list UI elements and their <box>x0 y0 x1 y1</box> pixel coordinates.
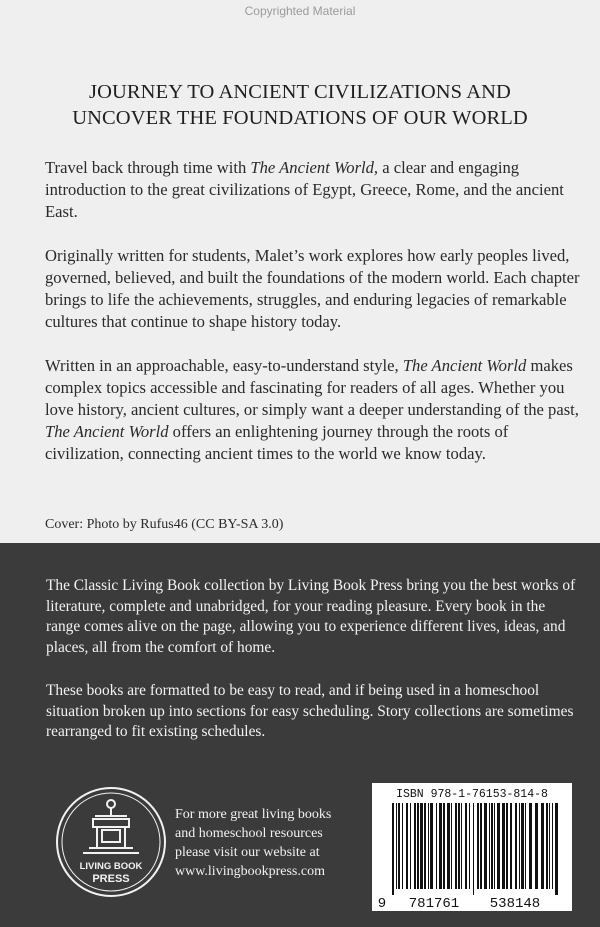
barcode-bar <box>410 803 411 889</box>
barcode-digits-group-1: 781761 <box>408 896 460 911</box>
barcode-bar <box>549 803 550 889</box>
barcode-bar <box>436 803 437 889</box>
barcode-bar <box>506 803 508 889</box>
barcode-bar <box>402 803 403 889</box>
barcode-bar <box>458 803 460 889</box>
barcode-bar <box>510 803 512 889</box>
barcode-bar <box>465 803 467 889</box>
logo-text-line-2: PRESS <box>92 873 130 885</box>
para3-text-end: offers an enlightening journey through the roots of civilization, connecting ancient times to the world we know today. <box>45 422 509 463</box>
copyright-watermark: Copyrighted Material <box>244 4 356 18</box>
barcode-bar <box>525 803 526 889</box>
para3-text-start: Written in an approachable, easy-to-understand style, <box>45 356 403 375</box>
barcode-bar <box>455 803 457 889</box>
barcode-bar <box>491 803 493 889</box>
barcode-bar <box>535 803 538 889</box>
barcode-bar <box>461 803 462 889</box>
description-paragraph-1 <box>45 157 585 223</box>
barcode-bar <box>392 803 394 895</box>
headline <box>0 79 600 131</box>
isbn-label: ISBN 978-1-76153-814-8 <box>396 788 548 801</box>
website-url: www.livingbookpress.com <box>175 864 325 879</box>
more-info-line-3: please visit our website at <box>175 845 320 860</box>
logo-text-line-1: LIVING BOOK <box>79 861 143 872</box>
barcode-bar <box>406 803 408 889</box>
book-title: The Ancient World <box>45 422 169 441</box>
barcode-bar <box>424 803 426 889</box>
headline-line-1: JOURNEY TO ANCIENT CIVILIZATIONS AND <box>89 81 511 103</box>
barcode-bar <box>398 803 400 889</box>
barcode-bar <box>451 803 452 889</box>
isbn-barcode-block <box>372 783 572 911</box>
book-title: The Ancient World, <box>250 158 379 177</box>
barcode-bar <box>521 803 524 889</box>
barcode-bar <box>497 803 500 889</box>
para3-text-middle: makes complex topics accessible and fascinating for readers of all ages. Whether you love history, ancient cultures, or simply want a deeper understanding of the past, <box>45 356 579 419</box>
barcode-bar <box>430 803 433 889</box>
barcode-bar <box>420 803 423 889</box>
barcode-bar <box>469 803 470 889</box>
barcode-graphic <box>372 783 572 911</box>
description-paragraph-2: Originally written for students, Malet’s work explores how early peoples lived, governed, believed, and built the foundations of the modern world. Each chapter brings to life the achievements, struggles, and enduring legacies of remarkable cultures that continue to shape history today. <box>45 246 580 331</box>
more-info <box>175 805 375 881</box>
barcode-digit-first: 9 <box>377 896 387 911</box>
barcode-bar <box>473 803 474 895</box>
publisher-blurb-1: The Classic Living Book collection by Living Book Press bring you the best works of literature, complete and unabridged, for your reading pleasure. Every book in the range comes alive on the page, allowing you to experience different lives, ideas, and places, all from the comfort of home. <box>46 577 576 656</box>
barcode-bar <box>480 803 482 889</box>
printing-press-icon <box>83 800 139 853</box>
barcode-bar <box>546 803 548 889</box>
cover-credit: Cover: Photo by Rufus46 (CC BY-SA 3.0) <box>45 517 284 532</box>
barcode-bar <box>439 803 442 889</box>
headline-line-2: UNCOVER THE FOUNDATIONS OF OUR WORLD <box>72 107 528 129</box>
barcode-bar <box>417 803 419 889</box>
para1-text-start: Travel back through time with <box>45 158 251 177</box>
barcode-bar <box>484 803 487 889</box>
barcode-bar <box>443 803 445 889</box>
barcode-bar <box>519 803 520 889</box>
barcode-bar <box>414 803 416 889</box>
book-title: The Ancient World <box>402 356 527 375</box>
barcode-bar <box>502 803 505 889</box>
more-info-line-1: For more great living books <box>175 807 332 822</box>
barcode-bar <box>515 803 517 889</box>
description-paragraph-3 <box>45 355 585 465</box>
barcode-bar <box>489 803 490 889</box>
barcode-bar <box>396 803 397 889</box>
barcode-bars <box>392 803 558 895</box>
para1-text-end: a clear and engaging introduction to the great civilizations of Egypt, Greece, Rome, and the ancient East. <box>45 158 564 221</box>
barcode-bar <box>555 803 558 895</box>
barcode-bar <box>541 803 544 889</box>
more-info-line-2: and homeschool resources <box>175 826 323 841</box>
barcode-bar <box>494 803 495 889</box>
barcode-digits-group-2: 538148 <box>489 896 541 911</box>
barcode-bar <box>447 803 450 889</box>
barcode-bar <box>477 803 479 889</box>
barcode-bar <box>428 803 429 889</box>
publisher-blurb-2: These books are formatted to be easy to read, and if being used in a homeschool situation broken up into sections for easy scheduling. Story collections are sometimes rearranged to fit existing schedules. <box>46 682 574 740</box>
barcode-bar <box>552 803 553 889</box>
barcode-bar <box>529 803 532 889</box>
living-book-press-logo <box>55 786 167 898</box>
